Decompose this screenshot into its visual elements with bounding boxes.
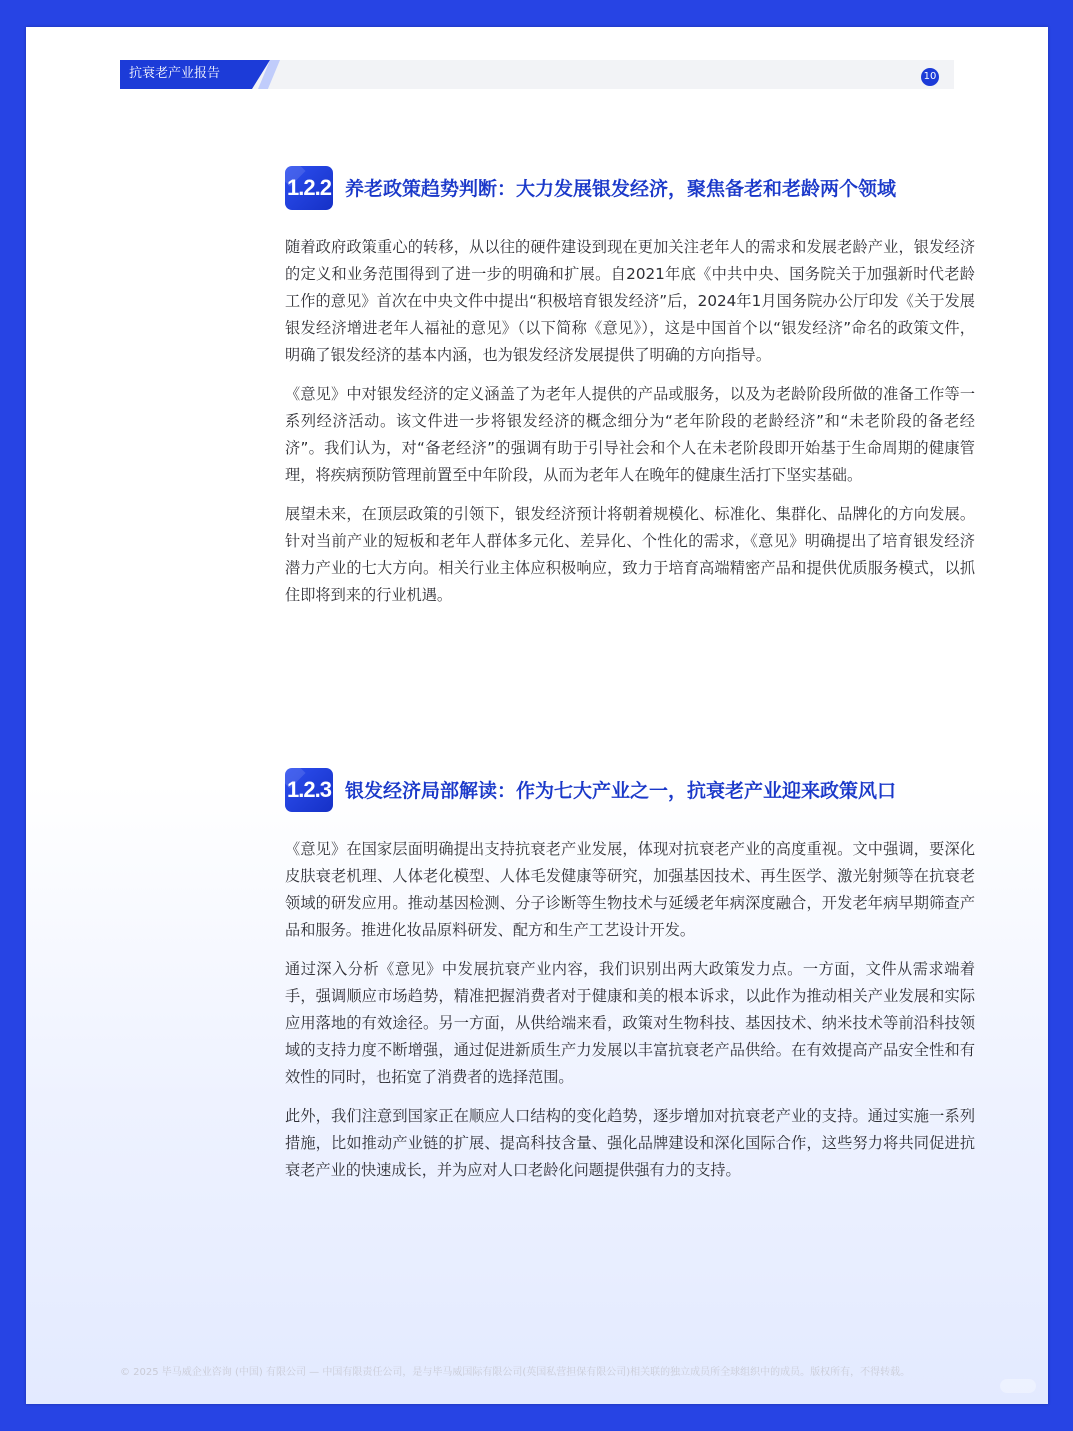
section-number: 1.2.3 [287,777,331,802]
section-1-2-2 [285,166,975,609]
section-title: 养老政策趋势判断：大力发展银发经济，聚焦备老和老龄两个领域 [345,178,897,200]
section-number-badge [285,768,333,812]
paragraph: 随着政府政策重心的转移，从以往的硬件建设到现在更加关注老年人的需求和发展老龄产业，银发经济的定义和业务范围得到了进一步的明确和扩展。自2021年底《中共中央、国务院关于加强新时代老龄工作的意见》首次在中央文件中提出“积极培育银发经济”后，2024年1月国务院办公厅印发《关于发展银发经济增进老年人福祉的意见》（以下简称《意见》），这是中国首个以“银发经济”命名的政策文件，明确了银发经济的基本内涵，也为银发经济发展提供了明确的方向指导。 [285,238,975,364]
section-number-badge [285,166,333,210]
section-title: 银发经济局部解读：作为七大产业之一，抗衰老产业迎来政策风口 [345,780,897,802]
page-number: 10 [921,68,939,86]
section-number: 1.2.2 [287,175,331,200]
paragraph: 《意见》在国家层面明确提出支持抗衰老产业发展，体现对抗衰老产业的高度重视。文中强调，要深化皮肤衰老机理、人体老化模型、人体毛发健康等研究，加强基因技术、再生医学、激光射频等在抗衰老领域的研发应用。推动基因检测、分子诊断等生物技术与延缓老年病深度融合，开发老年病早期筛查产品和服务。推进化妆品原料研发、配方和生产工艺设计开发。 [285,840,975,939]
section-1-2-3 [285,768,975,1184]
watermark-logo [1000,1379,1036,1393]
paragraph: 此外，我们注意到国家正在顺应人口结构的变化趋势，逐步增加对抗衰老产业的支持。通过实施一系列措施，比如推动产业链的扩展、提高科技含量、强化品牌建设和深化国际合作，这些努力将共同促进抗衰老产业的快速成长，并为应对人口老龄化问题提供强有力的支持。 [285,1107,975,1179]
report-title: 抗衰老产业报告 [129,66,221,81]
paragraph: 通过深入分析《意见》中发展抗衰产业内容，我们识别出两大政策发力点。一方面，文件从需求端着手，强调顺应市场趋势，精准把握消费者对于健康和美的根本诉求，以此作为推动相关产业发展和实际应用落地的有效途径。另一方面，从供给端来看，政策对生物科技、基因技术、纳米技术等前沿科技领域的支持力度不断增强，通过促进新质生产力发展以丰富抗衰老产品供给。在有效提高产品安全性和有效性的同时，也拓宽了消费者的选择范围。 [285,960,975,1086]
report-page [26,27,1048,1404]
section-heading [285,768,975,814]
section-heading [285,166,975,212]
copyright-footer: © 2025 毕马威企业咨询 (中国) 有限公司 — 中国有限责任公司，是与毕马威国际有限公司(英国私营担保有限公司)相关联的独立成员所全球组织中的成员。版权所有，不得转载。 [120,1367,911,1378]
paragraph: 展望未来，在顶层政策的引领下，银发经济预计将朝着规模化、标准化、集群化、品牌化的方向发展。针对当前产业的短板和老年人群体多元化、差异化、个性化的需求，《意见》明确提出了培育银发经济潜力产业的七大方向。相关行业主体应积极响应，致力于培育高端精密产品和提供优质服务模式，以抓住即将到来的行业机遇。 [285,505,975,604]
paragraph: 《意见》中对银发经济的定义涵盖了为老年人提供的产品或服务，以及为老龄阶段所做的准备工作等一系列经济活动。该文件进一步将银发经济的概念细分为“老年阶段的老龄经济”和“未老阶段的备老经济”。我们认为，对“备老经济”的强调有助于引导社会和个人在未老阶段即开始基于生命周期的健康管理，将疾病预防管理前置至中年阶段，从而为老年人在晚年的健康生活打下坚实基础。 [285,385,975,484]
